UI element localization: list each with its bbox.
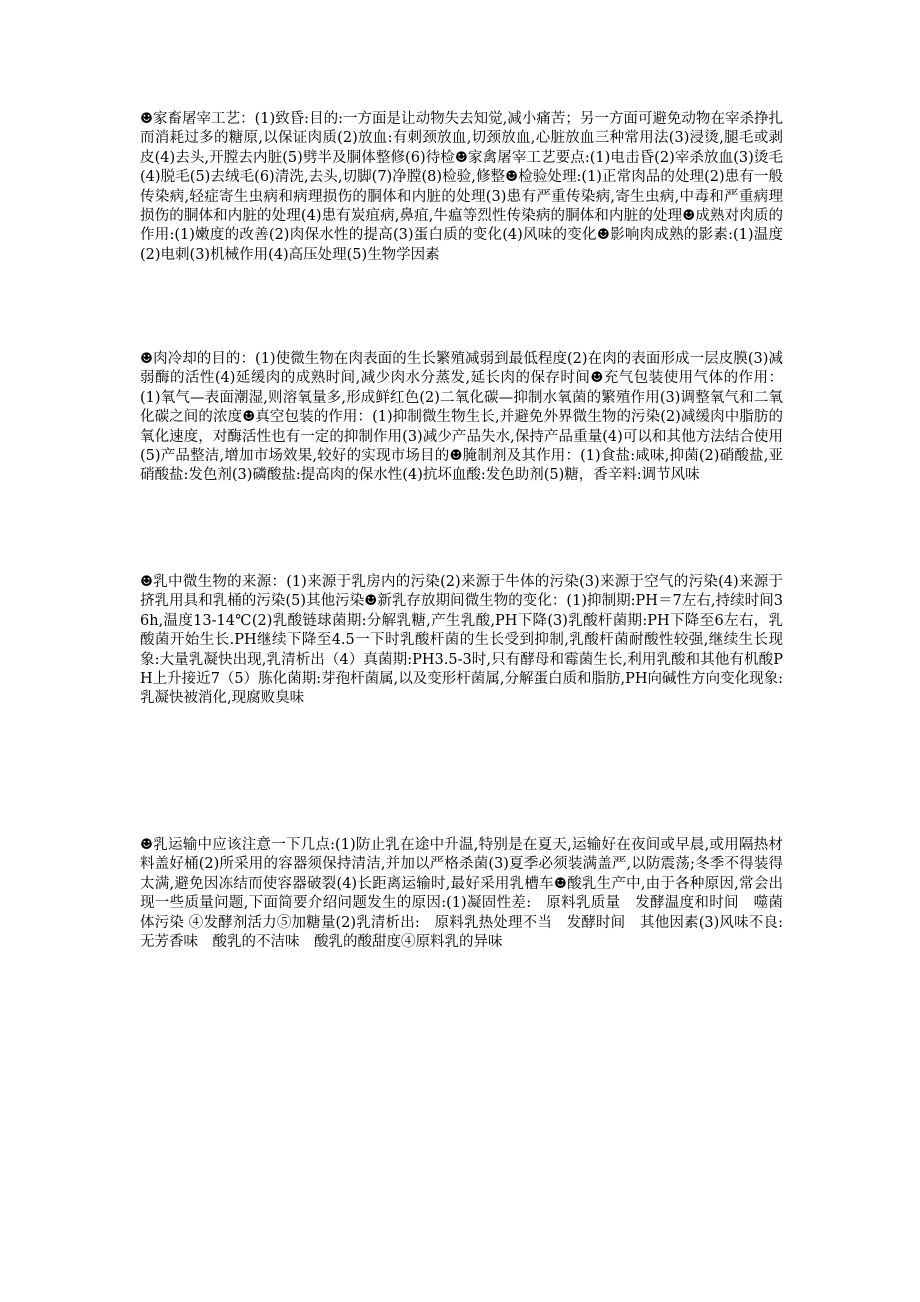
paragraph-milk-microbes: ☻乳中微生物的来源：(1)来源于乳房内的污染(2)来源于牛体的污染(3)来源于空气的污染(4)来源于挤乳用具和乳桶的污染(5)其他污染☻新乳存放期间微生物的变化：(1)抑制期:PH＝7左右,持续时间36h,温度13-14℃(2)乳酸链球菌期:分解乳糖,产生乳酸,PH下降(3)乳酸杆菌期:PH下降至6左右，乳酸菌开始生长.PH继续下降至4.5一下时乳酸杆菌的生长受到抑制,乳酸杆菌耐酸性较强,继续生长现象:大量乳凝快出现,乳清析出（4）真菌期:PH3.5-3时,只有酵母和霉菌生长,利用乳酸和其他有机酸PH上升接近7（5）胨化菌期:芽孢杆菌属,以及变形杆菌属,分解蛋白质和脂肪,PH向碱性方向变化现象:乳凝快被消化,现腐败臭味: [140, 574, 783, 707]
paragraph-milk-transport: ☻乳运输中应该注意一下几点:(1)防止乳在途中升温,特别是在夏天,运输好在夜间或早晨,或用隔热材料盖好桶(2)所采用的容器须保持清洁,并加以严格杀菌(3)夏季必须装满盖严,以防震荡;冬季不得装得太满,避免因冻结而使容器破裂(4)长距离运输时,最好采用乳槽车☻酸乳生产中,由于各种原因,常会出现一些质量问题,下面简要介绍问题发生的原因:(1)凝固性差: 原料乳质量 发酵温度和时间 噬菌体污染 ④发酵剂活力⑤加糖量(2)乳清析出: 原料乳热处理不当 发酵时间 其他因素(3)风味不良: 无芳香味 酸乳的不洁味 酸乳的酸甜度④原料乳的异味: [140, 837, 798, 951]
paragraph-meat-cooling: ☻肉冷却的目的：(1)使微生物在肉表面的生长繁殖减弱到最低程度(2)在肉的表面形成一层皮膜(3)减弱酶的活性(4)延缓肉的成熟时间,减少肉水分蒸发,延长肉的保存时间☻充气包装使用气体的作用：(1)氧气—表面潮湿,则溶氧量多,形成鲜红色(2)二氧化碳—抑制水氧菌的繁殖作用(3)调整氧气和二氧化碳之间的浓度☻真空包装的作用：(1)抑制微生物生长,并避免外界微生物的污染(2)减缓肉中脂肪的氧化速度，对酶活性也有一定的抑制作用(3)减少产品失水,保持产品重量(4)可以和其他方法结合使用(5)产品整洁,增加市场效果,较好的实现市场目的☻腌制剂及其作用：(1)食盐:咸味,抑菌(2)硝酸盐,亚硝酸盐:发色剂(3)磷酸盐:提高肉的保水性(4)抗坏血酸:发色助剂(5)糖，香辛料:调节风味: [140, 351, 783, 484]
paragraph-slaughter-process: ☻家畜屠宰工艺：(1)致昏:目的:一方面是让动物失去知觉,减小痛苦；另一方面可避免动物在宰杀挣扎而消耗过多的糖原,以保证肉质(2)放血:有刺颈放血,切颈放血,心脏放血三种常用法(3)浸烫,腿毛或剥皮(4)去头,开膛去内脏(5)劈半及胴体整修(6)待检☻家禽屠宰工艺要点:(1)电击昏(2)宰杀放血(3)烫毛(4)脱毛(5)去绒毛(6)清洗,去头,切脚(7)净膛(8)检验,修整☻检验处理:(1)正常肉品的处理(2)患有一般传染病,轻症寄生虫病和病理损伤的胴体和内脏的处理(3)患有严重传染病,寄生虫病,中毒和严重病理损伤的胴体和内脏的处理(4)患有炭疽病,鼻疽,牛瘟等烈性传染病的胴体和内脏的处理☻成熟对肉质的作用:(1)嫩度的改善(2)肉保水性的提高(3)蛋白质的变化(4)风味的变化☻影响肉成熟的影素:(1)温度(2)电刺(3)机械作用(4)高压处理(5)生物学因素: [140, 111, 783, 263]
